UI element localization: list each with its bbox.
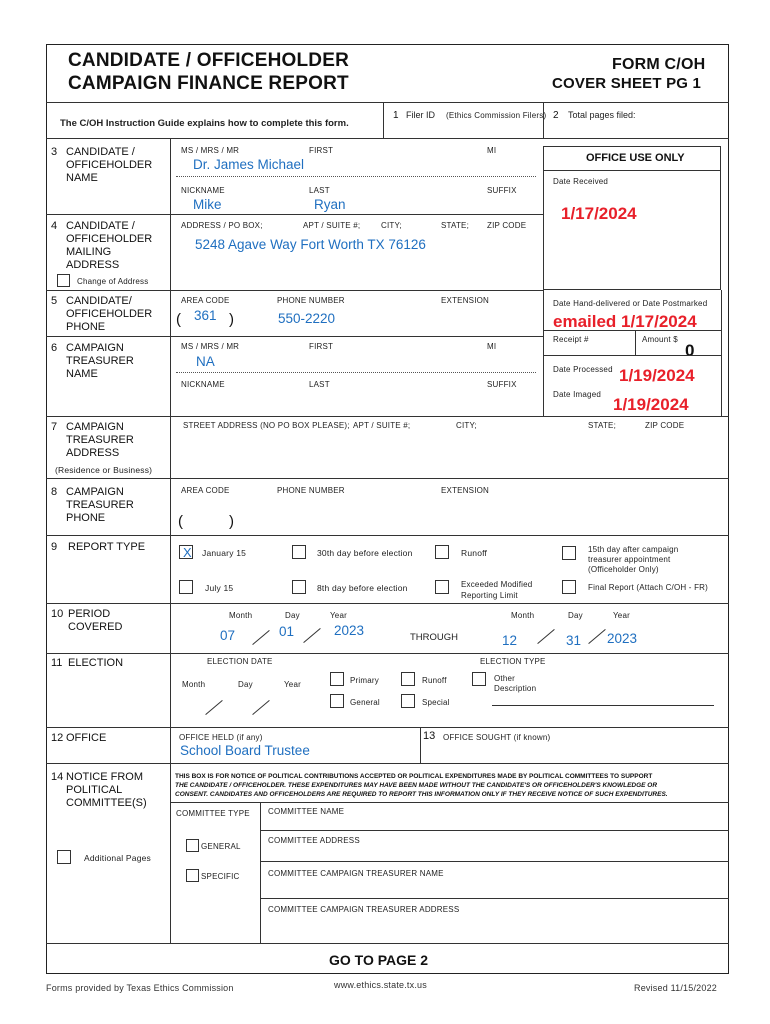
candidate-area-paren-close: ) [229,311,234,328]
election-day-label: Day [238,680,253,689]
treasurer-area-paren-close: ) [229,513,234,530]
report-type-final-label: Final Report (Attach C/OH - FR) [588,583,709,592]
section-5-label-3: PHONE [66,321,106,333]
notice-text-1: THIS BOX IS FOR NOTICE OF POLITICAL CONTRIBUTIONS ACCEPTED OR POLITICAL EXPENDITURES MADE BY POLITICAL COMMITTEES TO SUPPORT [175,773,653,780]
candidate-area-code-label: AREA CODE [181,296,230,305]
candidate-name-value[interactable]: Dr. James Michael [193,157,305,172]
hand-delivered-label: Date Hand-delivered or Date Postmarked [553,299,708,308]
additional-pages-label: Additional Pages [84,853,151,863]
cover-sheet-label: COVER SHEET PG 1 [552,75,702,92]
form-label: FORM C/OH [612,56,706,73]
receipt-label: Receipt # [553,335,589,344]
candidate-area-paren-open: ( [176,311,181,328]
election-other-description-line[interactable] [492,705,714,706]
committee-general-checkbox[interactable] [186,839,199,852]
election-general-label: General [350,698,380,707]
treasurer-state-label: STATE; [588,421,617,430]
committee-name-label: COMMITTEE NAME [268,807,345,816]
candidate-last-value[interactable]: Ryan [314,197,346,212]
committee-general-label: GENERAL [201,842,241,851]
section-5-number: 5 [51,295,58,307]
treasurer-last-label: LAST [309,380,330,389]
section-10-number: 10 [51,608,64,620]
section-9-label: REPORT TYPE [68,541,146,553]
election-primary-checkbox[interactable] [330,672,344,686]
mailing-city-label: CITY; [381,221,402,230]
section-8-number: 8 [51,486,58,498]
section-9-number: 9 [51,541,58,553]
footer-provided-by: Forms provided by Texas Ethics Commission [46,983,234,993]
mailing-address-value[interactable]: 5248 Agave Way Fort Worth TX 76126 [195,237,426,252]
date-imaged-label: Date Imaged [553,390,602,399]
report-type-30day-checkbox[interactable] [292,545,306,559]
period-from-month-label: Month [229,611,253,620]
section-14-number: 14 [51,771,64,783]
period-from-year-value[interactable]: 2023 [334,623,365,638]
section-12-number: 12 [51,732,64,744]
candidate-nickname-value[interactable]: Mike [193,197,222,212]
section-7-label-3: ADDRESS [66,447,120,459]
section-6-number: 6 [51,342,58,354]
instruction-text: The C/OH Instruction Guide explains how to complete this form. [60,118,349,129]
total-pages-label: Total pages filed: [568,110,636,120]
mailing-apt-label: APT / SUITE #; [303,221,361,230]
period-to-month-value[interactable]: 12 [502,633,518,648]
election-special-checkbox[interactable] [401,694,415,708]
date-received-label: Date Received [553,177,609,186]
report-type-july15-label: July 15 [205,583,234,593]
period-to-month-label: Month [511,611,535,620]
election-other-label-1: Other [494,674,516,683]
election-other-checkbox[interactable] [472,672,486,686]
section-14-label-2: POLITICAL [66,784,123,796]
report-type-runoff-label: Runoff [461,548,488,558]
section-4-number: 4 [51,220,58,232]
treasurer-area-code-label: AREA CODE [181,486,230,495]
section-14-label-3: COMMITTEE(S) [66,797,147,809]
treasurer-nickname-label: NICKNAME [181,380,225,389]
section-12-label: OFFICE [66,732,107,744]
form-title-line1: CANDIDATE / OFFICEHOLDER [68,50,349,71]
report-type-30day-label: 30th day before election [317,548,413,558]
filer-id-number: 1 [393,110,399,121]
date-received-value: 1/17/2024 [561,204,637,223]
section-7-label-1: CAMPAIGN [66,421,124,433]
candidate-phone-value[interactable]: 550-2220 [278,311,336,326]
treasurer-phone-label: PHONE NUMBER [277,486,345,495]
filer-id-note: (Ethics Commission Filers) [446,111,547,120]
mailing-state-label: STATE; [441,221,470,230]
section-4-label-4: ADDRESS [66,259,120,271]
candidate-first-label: FIRST [309,146,334,155]
report-type-15day-label-3: (Officeholder Only) [588,565,659,574]
notice-text-3: CONSENT. CANDIDATES AND OFFICEHOLDERS ARE REQUIRED TO REPORT THIS INFORMATION ONLY IF THEY RECEIVE NOTICE OF SUCH EXPENDITURES. [175,791,668,798]
amount-label: Amount $ [642,335,678,344]
office-use-title: OFFICE USE ONLY [586,152,685,164]
candidate-area-code-value[interactable]: 361 [194,308,217,323]
candidate-extension-label: EXTENSION [441,296,490,305]
footer-website-link[interactable]: www.ethics.state.tx.us [334,980,427,990]
section-13-number: 13 [423,730,436,742]
report-type-exceeded-label-2: Reporting Limit [461,591,518,600]
date-processed-label: Date Processed [553,365,613,374]
office-held-value[interactable]: School Board Trustee [180,743,310,758]
candidate-nickname-label: NICKNAME [181,186,225,195]
section-6-label-1: CAMPAIGN [66,342,124,354]
election-runoff-label: Runoff [422,676,447,685]
report-type-january15-label: January 15 [202,548,247,558]
period-to-day-label: Day [568,611,583,620]
section-4-label-3: MAILING [66,246,112,258]
report-type-15day-label-2: treasurer appointment [588,555,671,564]
section-6-label-3: NAME [66,368,98,380]
committee-type-label: COMMITTEE TYPE [176,809,250,818]
section-11-label: ELECTION [68,657,124,669]
treasurer-mi-label: MI [487,342,497,351]
filer-id-label: Filer ID [406,110,435,120]
committee-treasurer-label: COMMITTEE CAMPAIGN TREASURER NAME [268,869,444,878]
election-year-label: Year [284,680,301,689]
period-from-year-label: Year [330,611,347,620]
period-from-day-value[interactable]: 01 [279,624,295,639]
committee-specific-label: SPECIFIC [201,872,240,881]
change-of-address-checkbox[interactable] [57,274,70,287]
report-type-july15-checkbox[interactable] [179,580,193,594]
office-held-label: OFFICE HELD (if any) [179,733,263,742]
election-month-label: Month [182,680,206,689]
section-3-label-2: OFFICEHOLDER [66,159,153,171]
section-7-note: (Residence or Business) [55,465,153,475]
election-general-checkbox[interactable] [330,694,344,708]
election-other-label-2: Description [494,684,537,693]
period-through-label: THROUGH [410,632,459,643]
treasurer-apt-label: APT / SUITE #; [353,421,411,430]
mailing-zip-label: ZIP CODE [487,221,527,230]
section-5-label-2: OFFICEHOLDER [66,308,153,320]
candidate-prefix-label: MS / MRS / MR [181,146,240,155]
report-type-exceeded-checkbox[interactable] [435,580,449,594]
report-type-runoff-checkbox[interactable] [435,545,449,559]
report-type-15day-label-1: 15th day after campaign [588,545,679,554]
election-date-label: ELECTION DATE [207,657,273,666]
section-3-number: 3 [51,146,58,158]
office-sought-label: OFFICE SOUGHT (if known) [443,733,551,742]
period-from-month-value[interactable]: 07 [220,628,236,643]
candidate-last-label: LAST [309,186,330,195]
date-imaged-value: 1/19/2024 [613,395,689,414]
hand-delivered-value: emailed 1/17/2024 [553,312,697,331]
section-8-label-1: CAMPAIGN [66,486,124,498]
period-from-day-label: Day [285,611,300,620]
total-pages-number: 2 [553,110,559,121]
section-5-label-1: CANDIDATE/ [66,295,132,307]
treasurer-zip-label: ZIP CODE [645,421,685,430]
period-to-year-label: Year [613,611,630,620]
election-special-label: Special [422,698,450,707]
report-type-8day-label: 8th day before election [317,583,408,593]
period-to-day-value[interactable]: 31 [566,633,582,648]
election-type-label: ELECTION TYPE [480,657,546,666]
section-4-label-1: CANDIDATE / [66,220,135,232]
treasurer-first-label: FIRST [309,342,334,351]
election-primary-label: Primary [350,676,379,685]
report-type-final-checkbox[interactable] [562,580,576,594]
section-3-label-3: NAME [66,172,98,184]
period-to-year-value[interactable]: 2023 [607,631,638,646]
report-type-15day-checkbox[interactable] [562,546,576,560]
additional-pages-checkbox[interactable] [57,850,71,864]
section-8-label-3: PHONE [66,512,106,524]
footer-revised-date: Revised 11/15/2022 [634,983,717,993]
section-4-label-2: OFFICEHOLDER [66,233,153,245]
committee-specific-checkbox[interactable] [186,869,199,882]
treasurer-street-label: STREET ADDRESS (NO PO BOX PLEASE); [183,421,350,430]
section-6-label-2: TREASURER [66,355,134,367]
candidate-phone-label: PHONE NUMBER [277,296,345,305]
change-of-address-label: Change of Address [77,277,149,286]
candidate-suffix-label: SUFFIX [487,186,517,195]
treasurer-extension-label: EXTENSION [441,486,490,495]
notice-text-2: THE CANDIDATE / OFFICEHOLDER. THESE EXPENDITURES MAY HAVE BEEN MADE WITHOUT THE CANDIDATE'S OR OFFICEHOLDER'S KNOWLEDGE OR [175,782,658,789]
mailing-address-label: ADDRESS / PO BOX; [181,221,263,230]
section-7-label-2: TREASURER [66,434,134,446]
committee-treasurer-address-label: COMMITTEE CAMPAIGN TREASURER ADDRESS [268,905,460,914]
go-to-page-2-link[interactable]: GO TO PAGE 2 [329,952,429,968]
section-10-label-2: COVERED [68,621,123,633]
date-processed-value: 1/19/2024 [619,366,695,385]
form-title-line2: CAMPAIGN FINANCE REPORT [68,73,349,94]
treasurer-area-paren-open: ( [178,513,183,530]
treasurer-name-value[interactable]: NA [196,354,215,369]
section-3-label-1: CANDIDATE / [66,146,135,158]
report-type-8day-checkbox[interactable] [292,580,306,594]
section-7-number: 7 [51,421,58,433]
candidate-mi-label: MI [487,146,497,155]
amount-value: 0 [685,341,695,360]
section-10-label-1: PERIOD [68,608,111,620]
report-type-exceeded-label-1: Exceeded Modified [461,580,533,589]
section-11-number: 11 [51,657,63,669]
report-type-check-mark: X [183,545,192,560]
section-14-label-1: NOTICE FROM [66,771,143,783]
treasurer-city-label: CITY; [456,421,477,430]
section-8-label-2: TREASURER [66,499,134,511]
election-runoff-checkbox[interactable] [401,672,415,686]
committee-address-label: COMMITTEE ADDRESS [268,836,360,845]
treasurer-suffix-label: SUFFIX [487,380,517,389]
treasurer-prefix-label: MS / MRS / MR [181,342,240,351]
